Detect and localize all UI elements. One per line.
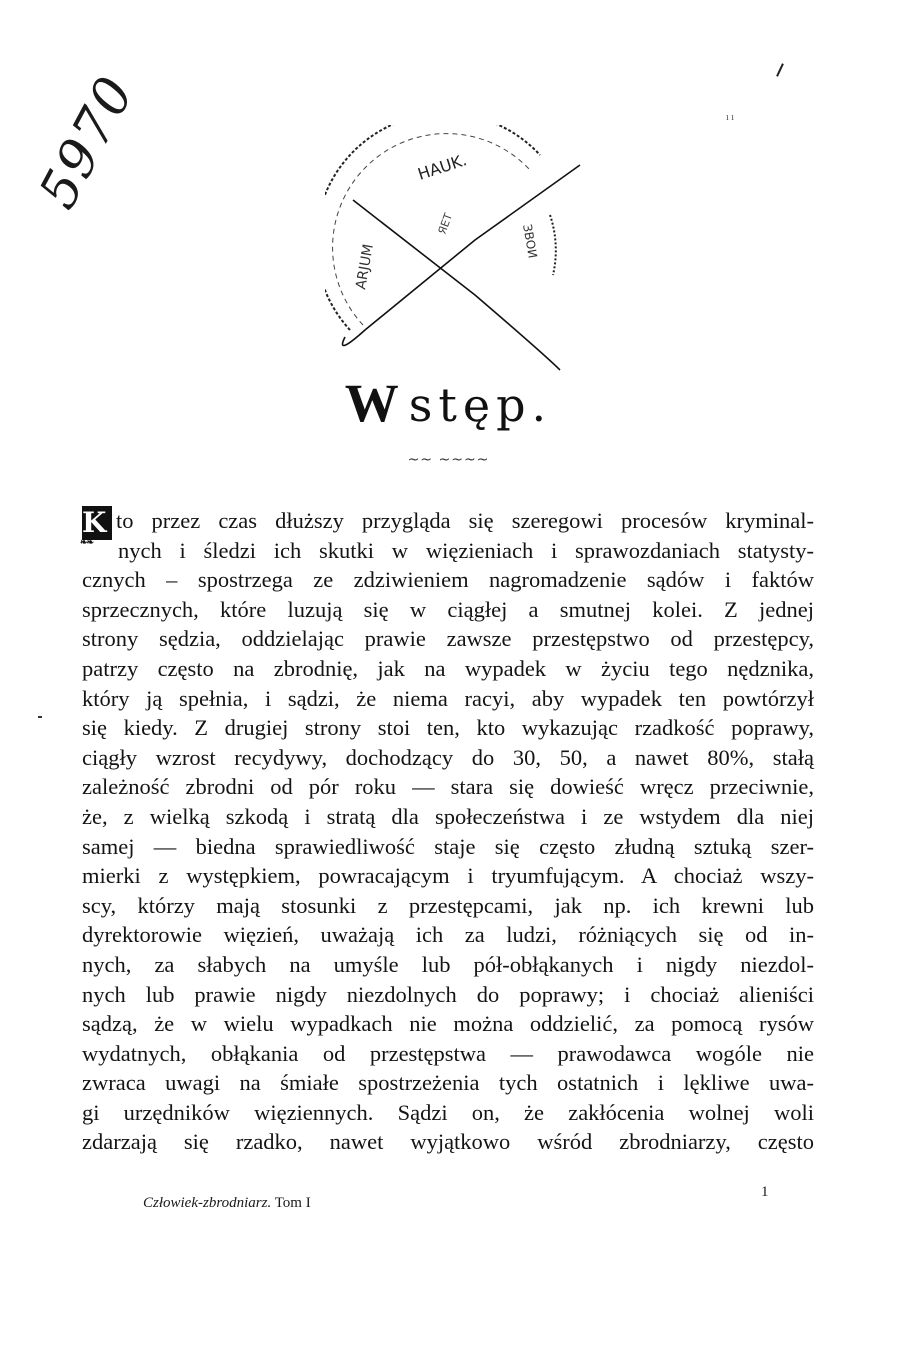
text-line: samej — biedna sprawiedliwość staje się często złudną sztuką szer- (82, 833, 814, 859)
drop-cap: K ❧❧ (82, 506, 112, 540)
page-number: 1 (761, 1184, 769, 1200)
text-line: patrzy często na zbrodnię, jak na wypadek w życiu tego nędznika, (82, 655, 814, 681)
stamp-graphic (325, 125, 605, 375)
text-line: się kiedy. Z drugiej strony stoi ten, kto wykazując rzadkość poprawy, (82, 715, 814, 741)
chapter-title (0, 372, 897, 434)
stamp-cross-out (343, 165, 581, 370)
text-line: nych lub prawie nigdy niezdolnych do poprawy; i chociaż alieniści (82, 981, 814, 1007)
title-rest: stęp. (408, 378, 553, 432)
margin-pencil-mark (776, 63, 784, 77)
text-line: gi urzędników więziennych. Sądzi on, że zakłócenia wolnej woli (82, 1099, 814, 1125)
text-line: wydatnych, obłąkania od przestępstwa — prawodawca wogóle nie (82, 1040, 814, 1066)
library-stamp (325, 125, 605, 375)
margin-small-mark: ı ı (726, 112, 735, 123)
text-line (82, 506, 814, 539)
body-paragraph (82, 506, 814, 1157)
text-line: dyrektorowie więzień, uważają ich za ludzi, różniących się od in- (82, 922, 814, 948)
text-line: który ją spełnia, i sądzi, że niema racyi, aby wypadek ten powtórzył (82, 685, 814, 711)
text-line: sądzą, że w wielu wypadkach nie można oddzielić, za pomocą rysów (82, 1011, 814, 1037)
footer-volume: Tom I (274, 1195, 311, 1211)
text-line: ciągły wzrost recydywy, dochodzący do 30, 50, a nawet 80%, stałą (82, 744, 814, 770)
title-ornament: ~~ ~~~~ (407, 452, 490, 468)
text-line: cznych – spostrzega ze zdziwieniem nagromadzenie sądów i faktów (82, 567, 814, 593)
text-line: sprzecznych, które luzują się w ciągłej a smutnej kolei. Z jednej (82, 596, 814, 622)
stamp-text-right: ЗВОИ (520, 223, 540, 260)
text-line: zdarzają się rzadko, nawet wyjątkowo wśród zbrodniarzy, często (82, 1129, 814, 1155)
text-line: scy, którzy mają stosunki z przestępcami, jak np. ich krewni lub (82, 892, 814, 918)
text-line: nych i śledzi ich skutki w więzieniach i sprawozdaniach statysty- (118, 537, 814, 563)
text-line: zwraca uwagi na śmiałe spostrzeżenia tych ostatnich i lękliwe uwa- (82, 1070, 814, 1096)
footer-book-title: Człowiek-zbrodniarz. (143, 1195, 272, 1211)
title-initial: W (344, 373, 409, 433)
text-line: nych, za słabych na umyśle lub pół-obłąkanych i nigdy niezdol- (82, 951, 814, 977)
running-footer (143, 1195, 311, 1212)
text-line-content: to przez czas dłuższy przygląda się szeregowi procesów kryminal- (116, 508, 814, 533)
stamp-text-center: ЯЕТ (435, 211, 456, 237)
stamp-text-left: ARJUM (353, 242, 377, 291)
text-line: że, z wielką szkodą i stratą dla społeczeństwa i ze wstydem dla niej (82, 803, 814, 829)
text-line: mierki z występkiem, powracającym i tryumfującym. A chociaż wszy- (82, 863, 814, 889)
text-line: strony sędzia, oddzielając prawie zawsze przestępstwo od przestępcy, (82, 626, 814, 652)
margin-dash-mark (38, 716, 42, 718)
stamp-text-top: HAUK. (415, 150, 470, 184)
text-line: zależność zbrodni od pór roku — stara się dowieść wręcz przeciwnie, (82, 774, 814, 800)
handwritten-shelf-number: 5970 (28, 66, 147, 219)
